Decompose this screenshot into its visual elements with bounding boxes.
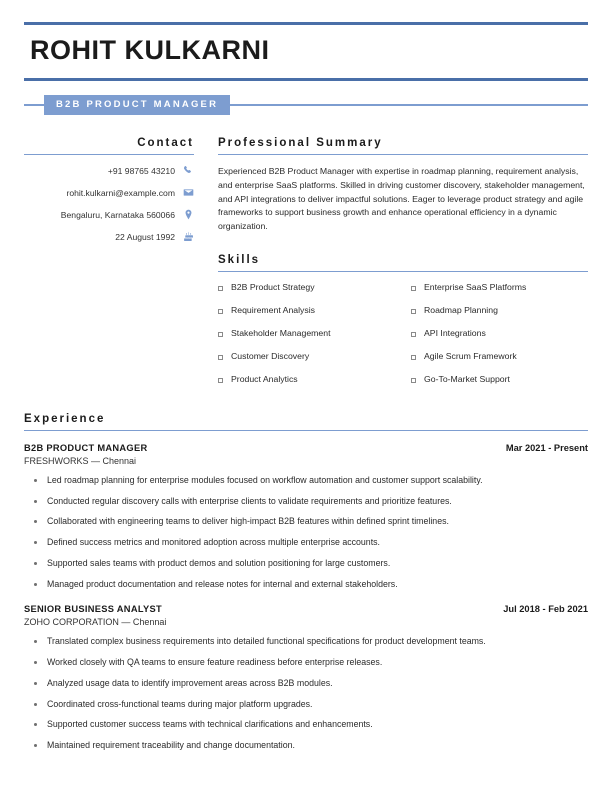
skill-item [218,328,395,338]
skills-heading: Skills [218,254,588,272]
experience-company: ZOHO CORPORATION — Chennai [24,617,167,628]
experience-role: B2B PRODUCT MANAGER [24,442,148,453]
skill-item [218,282,395,292]
experience-entry-header [24,443,588,453]
skill-label: Agile Scrum Framework [424,350,517,361]
skills-column-left [218,282,395,397]
experience-entry-header [24,604,588,614]
bullet-dot-icon [34,500,37,503]
experience-role: SENIOR BUSINESS ANALYST [24,604,162,615]
contact-email-text: rohit.kulkarni@example.com [66,187,175,198]
experience-duty [24,495,588,508]
skill-item [411,374,588,384]
experience-dates: Jul 2018 - Feb 2021 [503,604,588,615]
contact-item-location [24,209,194,220]
experience-duty-text: Conducted regular discovery calls with enterprise clients to validate requirements and prioritize features. [47,495,452,506]
email-icon [183,187,194,198]
bullet-square-icon [411,332,416,337]
experience-duty-text: Led roadmap planning for enterprise modules focused on workflow automation and customer support scalability. [47,474,483,485]
skill-label: B2B Product Strategy [231,281,315,292]
bullet-dot-icon [34,640,37,643]
bullet-dot-icon [34,744,37,747]
experience-duty [24,536,588,549]
skill-label: Customer Discovery [231,350,310,361]
bullet-square-icon [411,286,416,291]
skills-column-right [411,282,588,397]
skill-label: API Integrations [424,327,486,338]
birthday-icon [183,231,194,242]
contact-heading: Contact [24,137,194,155]
summary-text: Experienced B2B Product Manager with expertise in roadmap planning, requirement analysis, and enterprise SaaS platforms. Skilled in driving customer discovery, stakeholder management, and API integrations to deliver impactful solutions. Eager to leverage product strategy and agile frameworks to support business growth and enhance operational efficiency in a dynamic organization. [218,166,585,231]
bullet-square-icon [218,378,223,383]
bullet-square-icon [411,309,416,314]
skill-item [411,351,588,361]
skill-item [218,305,395,315]
bullet-dot-icon [34,520,37,523]
job-title-badge: B2B PRODUCT MANAGER [44,95,230,115]
experience-duty-text: Supported sales teams with product demos and solution positioning for large customers. [47,557,391,568]
experience-duty [24,718,588,731]
bullet-dot-icon [34,723,37,726]
left-column [24,137,194,397]
bullet-dot-icon [34,661,37,664]
skill-item [411,305,588,315]
summary-heading: Professional Summary [218,137,588,155]
experience-duty-text: Supported customer success teams with technical clarifications and enhancements. [47,719,373,730]
skill-item [218,374,395,384]
experience-duty-text: Coordinated cross-functional teams during major platform upgrades. [47,698,313,709]
skill-item [411,328,588,338]
experience-duty [24,474,588,487]
experience-duty [24,557,588,570]
experience-duty [24,677,588,690]
bullet-square-icon [218,355,223,360]
experience-section [24,413,588,752]
bullet-dot-icon [34,682,37,685]
bullet-dot-icon [34,703,37,706]
contact-birthday-text: 22 August 1992 [115,231,175,242]
experience-duty-text: Defined success metrics and monitored adoption across multiple enterprise accounts. [47,537,380,547]
body-columns [24,137,588,397]
skill-item [411,282,588,292]
experience-duty-text: Maintained requirement traceability and change documentation. [47,740,295,750]
contact-phone-text: +91 98765 43210 [107,165,175,176]
bullet-dot-icon [34,583,37,586]
bullet-dot-icon [34,562,37,565]
skill-label: Product Analytics [231,373,298,384]
skill-label: Enterprise SaaS Platforms [424,281,527,292]
experience-duty [24,698,588,711]
experience-company: FRESHWORKS — Chennai [24,455,137,466]
experience-duty-text: Analyzed usage data to identify improvement areas across B2B modules. [47,677,333,688]
contact-list [24,165,194,242]
experience-heading: Experience [24,413,588,431]
skills-grid [218,282,588,397]
name-banner [24,22,588,81]
contact-item-email [24,187,194,198]
bullet-square-icon [411,378,416,383]
experience-duty [24,515,588,528]
bullet-square-icon [218,309,223,314]
experience-duty-text: Worked closely with QA teams to ensure feature readiness before enterprise releases. [47,657,383,667]
bullet-square-icon [411,355,416,360]
experience-duty [24,739,588,752]
contact-location-text: Bengaluru, Karnataka 560066 [60,209,175,220]
experience-entry [24,604,588,752]
skill-label: Requirement Analysis [231,304,316,315]
experience-duty-text: Translated complex business requirements into detailed functional specifications for product development teams. [47,636,486,647]
job-title-row [24,95,588,115]
location-icon [183,209,194,220]
experience-entry [24,443,588,591]
experience-duty-text: Managed product documentation and release notes for internal and external stakeholders. [47,578,398,589]
bullet-dot-icon [34,541,37,544]
skill-label: Roadmap Planning [424,304,498,315]
experience-duty [24,635,588,648]
bullet-dot-icon [34,479,37,482]
skill-item [218,351,395,361]
page-title: ROHIT KULKARNI [30,35,270,65]
experience-dates: Mar 2021 - Present [505,442,588,453]
contact-item-birthday [24,231,194,242]
skill-label: Stakeholder Management [231,327,331,338]
experience-duty-text: Collaborated with engineering teams to deliver high-impact B2B features within defined sprint timelines. [47,516,449,527]
bullet-square-icon [218,286,223,291]
contact-item-phone [24,165,194,176]
skill-label: Go-To-Market Support [424,373,510,384]
experience-duty [24,578,588,591]
phone-icon [183,165,194,176]
right-column [218,137,588,397]
bullet-square-icon [218,332,223,337]
experience-duty [24,656,588,669]
skills-section [218,254,588,397]
